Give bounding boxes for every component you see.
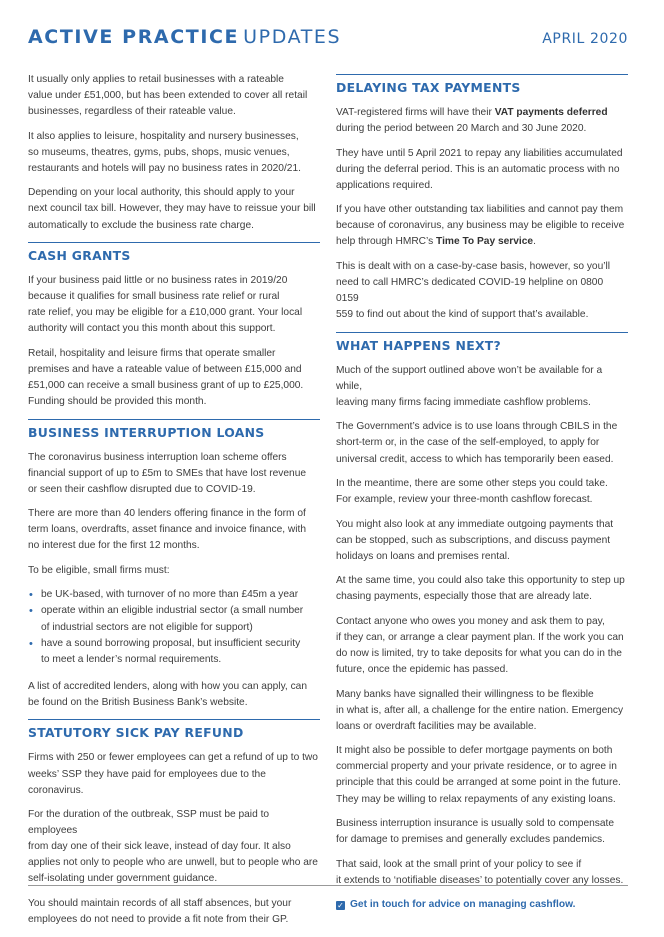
body-paragraph: This is dealt with on a case-by-case basis, however, so you’ll need to call HMRC’s dedicated COVID-19 helpline on 0800 0159 559 to find out about the kind of support that’s available. [336, 260, 611, 321]
text-run: . [533, 236, 536, 248]
body-paragraph: At the same time, you could also take this opportunity to step up chasing payments, especially those that are already late. [336, 575, 625, 603]
body-paragraph: Firms with 250 or fewer employees can get a refund of up to two weeks’ SSP they have paid for employees due to the coronavirus. [28, 752, 318, 796]
section-divider [28, 719, 320, 720]
brand-bold: ACTIVE PRACTICE [28, 26, 240, 48]
body-paragraph: Much of the support outlined above won’t be available for a while, leaving many firms facing immediate cashflow problems. [336, 364, 603, 408]
eligibility-item: • have a sound borrowing proposal, but insufficient security to meet a lender’s normal requirements. [28, 636, 320, 668]
section-divider [336, 332, 628, 333]
eligibility-list [28, 587, 320, 667]
section-heading-loans: BUSINESS INTERRUPTION LOANS [28, 424, 265, 440]
bold-phrase: VAT payments deferred [494, 107, 608, 118]
brand-light: UPDATES [243, 26, 342, 48]
section-heading-next: WHAT HAPPENS NEXT? [336, 337, 502, 353]
footer-divider [28, 885, 628, 886]
checkbox-arrow-icon: ✓ [337, 900, 344, 910]
body-paragraph: If your business paid little or no business rates in 2019/20 because it qualifies for small business rate relief or rural rate relief, you may be eligible for a £10,000 grant. Your local authority will contact you this month about this support. [28, 275, 303, 335]
body-paragraph: You might also look at any immediate outgoing payments that can be stopped, such as subscriptions, and discuss payment holidays on loans and premises rental. [336, 518, 614, 562]
section-divider [336, 74, 628, 75]
body-paragraph [336, 105, 628, 137]
body-paragraph: In the meantime, there are some other steps you could take. For example, review your three-month cashflow forecast. [336, 478, 608, 506]
section-heading-cash-grants: CASH GRANTS [28, 248, 131, 264]
body-paragraph: A list of accredited lenders, along with how you can apply, can be found on the British Business Bank’s website. [28, 680, 307, 708]
body-paragraph: Business interruption insurance is usually sold to compensate for damage to premises and generally excludes pandemics. [336, 818, 615, 846]
section-divider [28, 419, 320, 420]
eligibility-item: • operate within an eligible industrial sector (a small number of industrial sectors are not eligible for support) [28, 603, 320, 635]
intro-paragraph: It also applies to leisure, hospitality and nursery businesses, so museums, theatres, gyms, pubs, shops, music venues, restaurants and hotels will pay no business rates in 2020/21. [28, 130, 301, 174]
text-run: VAT-registered firms will have their [336, 107, 495, 118]
text-run: If you have other outstanding tax liabilities and cannot pay them because of coronavirus, any business may be eligible to receive help through HMRC’s [336, 204, 625, 248]
body-paragraph: You should maintain records of all staff absences, but your employees do not need to provide a fit note from their GP. [28, 897, 292, 926]
bold-phrase: Time To Pay service [436, 236, 534, 248]
text-run: during the period between 20 March and 30 June 2020. [336, 123, 587, 135]
intro-paragraph: It usually only applies to retail businesses with a rateable value under £51,000, but has been extended to cover all retail businesses, regardless of their rateable value. [28, 74, 308, 118]
issue-date: APRIL 2020 [542, 31, 628, 47]
intro-paragraph: Depending on your local authority, this should apply to your next council tax bill. However, they may have to reissue your bill automatically to exclude the business rate charge. [28, 187, 316, 231]
section-heading-delaying: DELAYING TAX PAYMENTS [336, 80, 521, 95]
body-paragraph: That said, look at the small print of your policy to see if it extends to ‘notifiable diseases’ to potentially cover any losses. [336, 858, 624, 886]
left-column [28, 72, 320, 937]
cta-label: Get in touch for advice on managing cashflow. [350, 899, 576, 911]
right-column [336, 74, 628, 913]
body-paragraph: For the duration of the outbreak, SSP must be paid to employees from day one of their sick leave, instead of day four. It also applies not only to people who are unwell, but to people who are self-isolating under government guidance. [28, 809, 318, 885]
page-header [28, 26, 628, 50]
body-paragraph: Contact anyone who owes you money and ask them to pay, if they can, or arrange a clear payment plan. If the work you can do now is limited, try to take deposits for what you can do in the future, once the epidemic has passed. [336, 615, 624, 676]
section-heading-ssp: STATUTORY SICK PAY REFUND [28, 725, 244, 741]
body-paragraph: Retail, hospitality and leisure firms that operate smaller premises and have a rateable value of between £15,000 and £51,000 can receive a small business grant of up to £25,000. Funding should be provided this month. [28, 347, 304, 408]
body-paragraph: There are more than 40 lenders offering finance in the form of term loans, overdrafts, asset finance and invoice finance, with no interest due for the first 12 months. [28, 508, 307, 552]
newsletter-title [28, 26, 341, 48]
body-paragraph: The coronavirus business interruption loan scheme offers financial support of up to £5m to SMEs that have lost revenue or seen their cashflow disrupted due to COVID-19. [28, 451, 307, 495]
body-paragraph: To be eligible, small firms must: [28, 564, 170, 576]
body-paragraph [336, 202, 628, 250]
body-paragraph: Many banks have signalled their willingness to be flexible in what is, after all, a challenge for the entire nation. Emergency loans or overdraft facilities may be available. [336, 688, 624, 732]
body-paragraph: They have until 5 April 2021 to repay any liabilities accumulated during the deferral period. This is an automatic process with no applications required. [336, 147, 623, 191]
eligibility-item: • be UK-based, with turnover of no more than £45m a year [28, 587, 320, 603]
body-paragraph: It might also be possible to defer mortgage payments on both commercial property and your private residence, or to agree in principle that this could be arranged at some point in the future. They may be willing to relax repayments of any existing loans. [336, 745, 621, 805]
section-divider [28, 242, 320, 243]
cashflow-advice-link[interactable] [336, 897, 628, 913]
body-paragraph: The Government’s advice is to use loans through CBILS in the short-term or, in the case of the self-employed, to apply for universal credit, access to which has temporarily been eased. [336, 421, 618, 465]
